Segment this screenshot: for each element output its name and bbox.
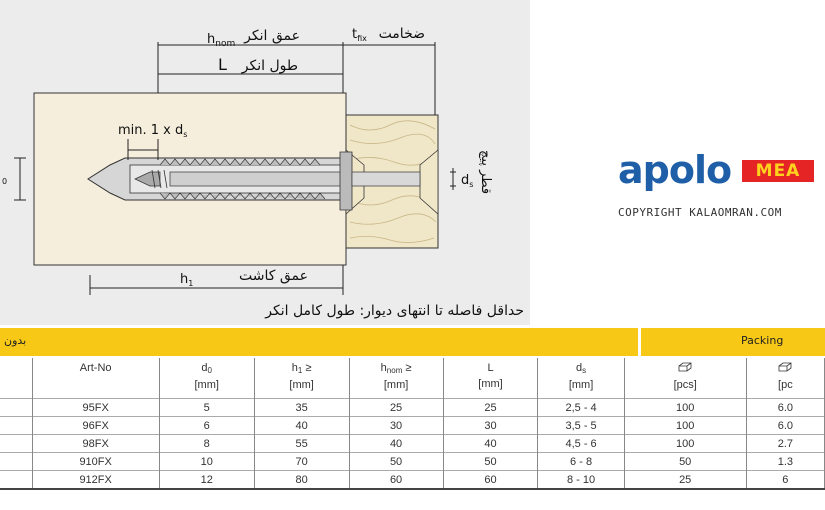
header-pc2: [pc (746, 358, 824, 399)
cell-d0: 8 (159, 435, 254, 453)
logo-wordmark: apolo (618, 148, 732, 192)
min-edge-distance-label: حداقل فاصله تا انتهای دیوار: طول کامل انکر (265, 303, 524, 319)
cell-L: 60 (443, 471, 538, 490)
spec-table (0, 358, 825, 490)
table-header-row (0, 358, 825, 399)
cell-pcs: 100 (624, 399, 746, 417)
tfix-label: $t_{fix}$ (352, 27, 367, 43)
cell-pc2: 6.0 (746, 417, 824, 435)
header-h1: $h_1$ ≥ [mm] (254, 358, 349, 399)
header-d0: $d_0$ [mm] (159, 358, 254, 399)
embed-depth-label: عمق کاشت (239, 268, 308, 284)
copyright-text: COPYRIGHT KALAOMRAN.COM (618, 206, 782, 219)
cell-art: 96FX (32, 417, 159, 435)
header-art-no: Art-No (32, 358, 159, 399)
cell-pc2: 6 (746, 471, 824, 490)
cell-ds: 8 - 10 (538, 471, 624, 490)
anchor-depth-label: عمق انکر (244, 28, 300, 44)
packing-header-band (641, 328, 825, 356)
header-pcs: [pcs] (624, 358, 746, 399)
ds-symbol: $d_s$ (461, 173, 474, 189)
cell-ds: 2,5 - 4 (538, 399, 624, 417)
cell-d0: 6 (159, 417, 254, 435)
cell-art: 912FX (32, 471, 159, 490)
cell-art: 95FX (32, 399, 159, 417)
cell-hnom: 60 (349, 471, 443, 490)
cell-pcs: 100 (624, 435, 746, 453)
screw-diameter-label: قطر پیچ (478, 150, 493, 195)
header-ds: $d_s$ [mm] (538, 358, 624, 399)
header-L: L [mm] (443, 358, 538, 399)
cell-hnom: 50 (349, 453, 443, 471)
cell-hnom: 40 (349, 435, 443, 453)
h1-symbol: $h_1$ (180, 272, 194, 288)
cell-h1: 80 (254, 471, 349, 490)
length-symbol: L (218, 55, 227, 74)
table-row (0, 417, 825, 435)
cell-pc2: 6.0 (746, 399, 824, 417)
cell-pc2: 1.3 (746, 453, 824, 471)
cell-h1: 55 (254, 435, 349, 453)
header-hnom: $h_{nom}$ ≥ [mm] (349, 358, 443, 399)
cell-d0: 10 (159, 453, 254, 471)
cell-pcs: 25 (624, 471, 746, 490)
thickness-label: ضخامت (378, 26, 425, 42)
cell-ds: 3,5 - 5 (538, 417, 624, 435)
cell-L: 30 (443, 417, 538, 435)
cell-pc2: 2.7 (746, 435, 824, 453)
cell-art: 910FX (32, 453, 159, 471)
logo-badge: MEA (742, 160, 814, 182)
cell-h1: 35 (254, 399, 349, 417)
cell-L: 40 (443, 435, 538, 453)
table-row (0, 399, 825, 417)
cell-pcs: 50 (624, 453, 746, 471)
table-row (0, 435, 825, 453)
min-distance-symbol: min. 1 x $d_s$ (118, 123, 188, 139)
hnom-label: $h_{nom}$ (207, 32, 236, 49)
cell-ds: 4,5 - 6 (538, 435, 624, 453)
carton-icon (778, 362, 792, 372)
anchor-length-label: طول انکر (241, 58, 298, 74)
apolo-mea-logo (618, 148, 818, 192)
anchor-diagram (0, 0, 530, 325)
cell-ds: 6 - 8 (538, 453, 624, 471)
cell-hnom: 25 (349, 399, 443, 417)
cell-h1: 70 (254, 453, 349, 471)
box-icon (678, 362, 692, 372)
cell-d0: 12 (159, 471, 254, 490)
table-row (0, 471, 825, 490)
cell-pcs: 100 (624, 417, 746, 435)
packing-label: Packing (741, 334, 784, 347)
cell-h1: 40 (254, 417, 349, 435)
table-row (0, 453, 825, 471)
cell-L: 25 (443, 399, 538, 417)
cell-L: 50 (443, 453, 538, 471)
cell-d0: 5 (159, 399, 254, 417)
table-header-band (0, 328, 638, 356)
cell-art: 98FX (32, 435, 159, 453)
product-table (0, 328, 825, 510)
d0-symbol: 0 (2, 177, 8, 186)
header-blank (0, 358, 32, 399)
band-left-text: بدون (4, 334, 27, 347)
cell-hnom: 30 (349, 417, 443, 435)
